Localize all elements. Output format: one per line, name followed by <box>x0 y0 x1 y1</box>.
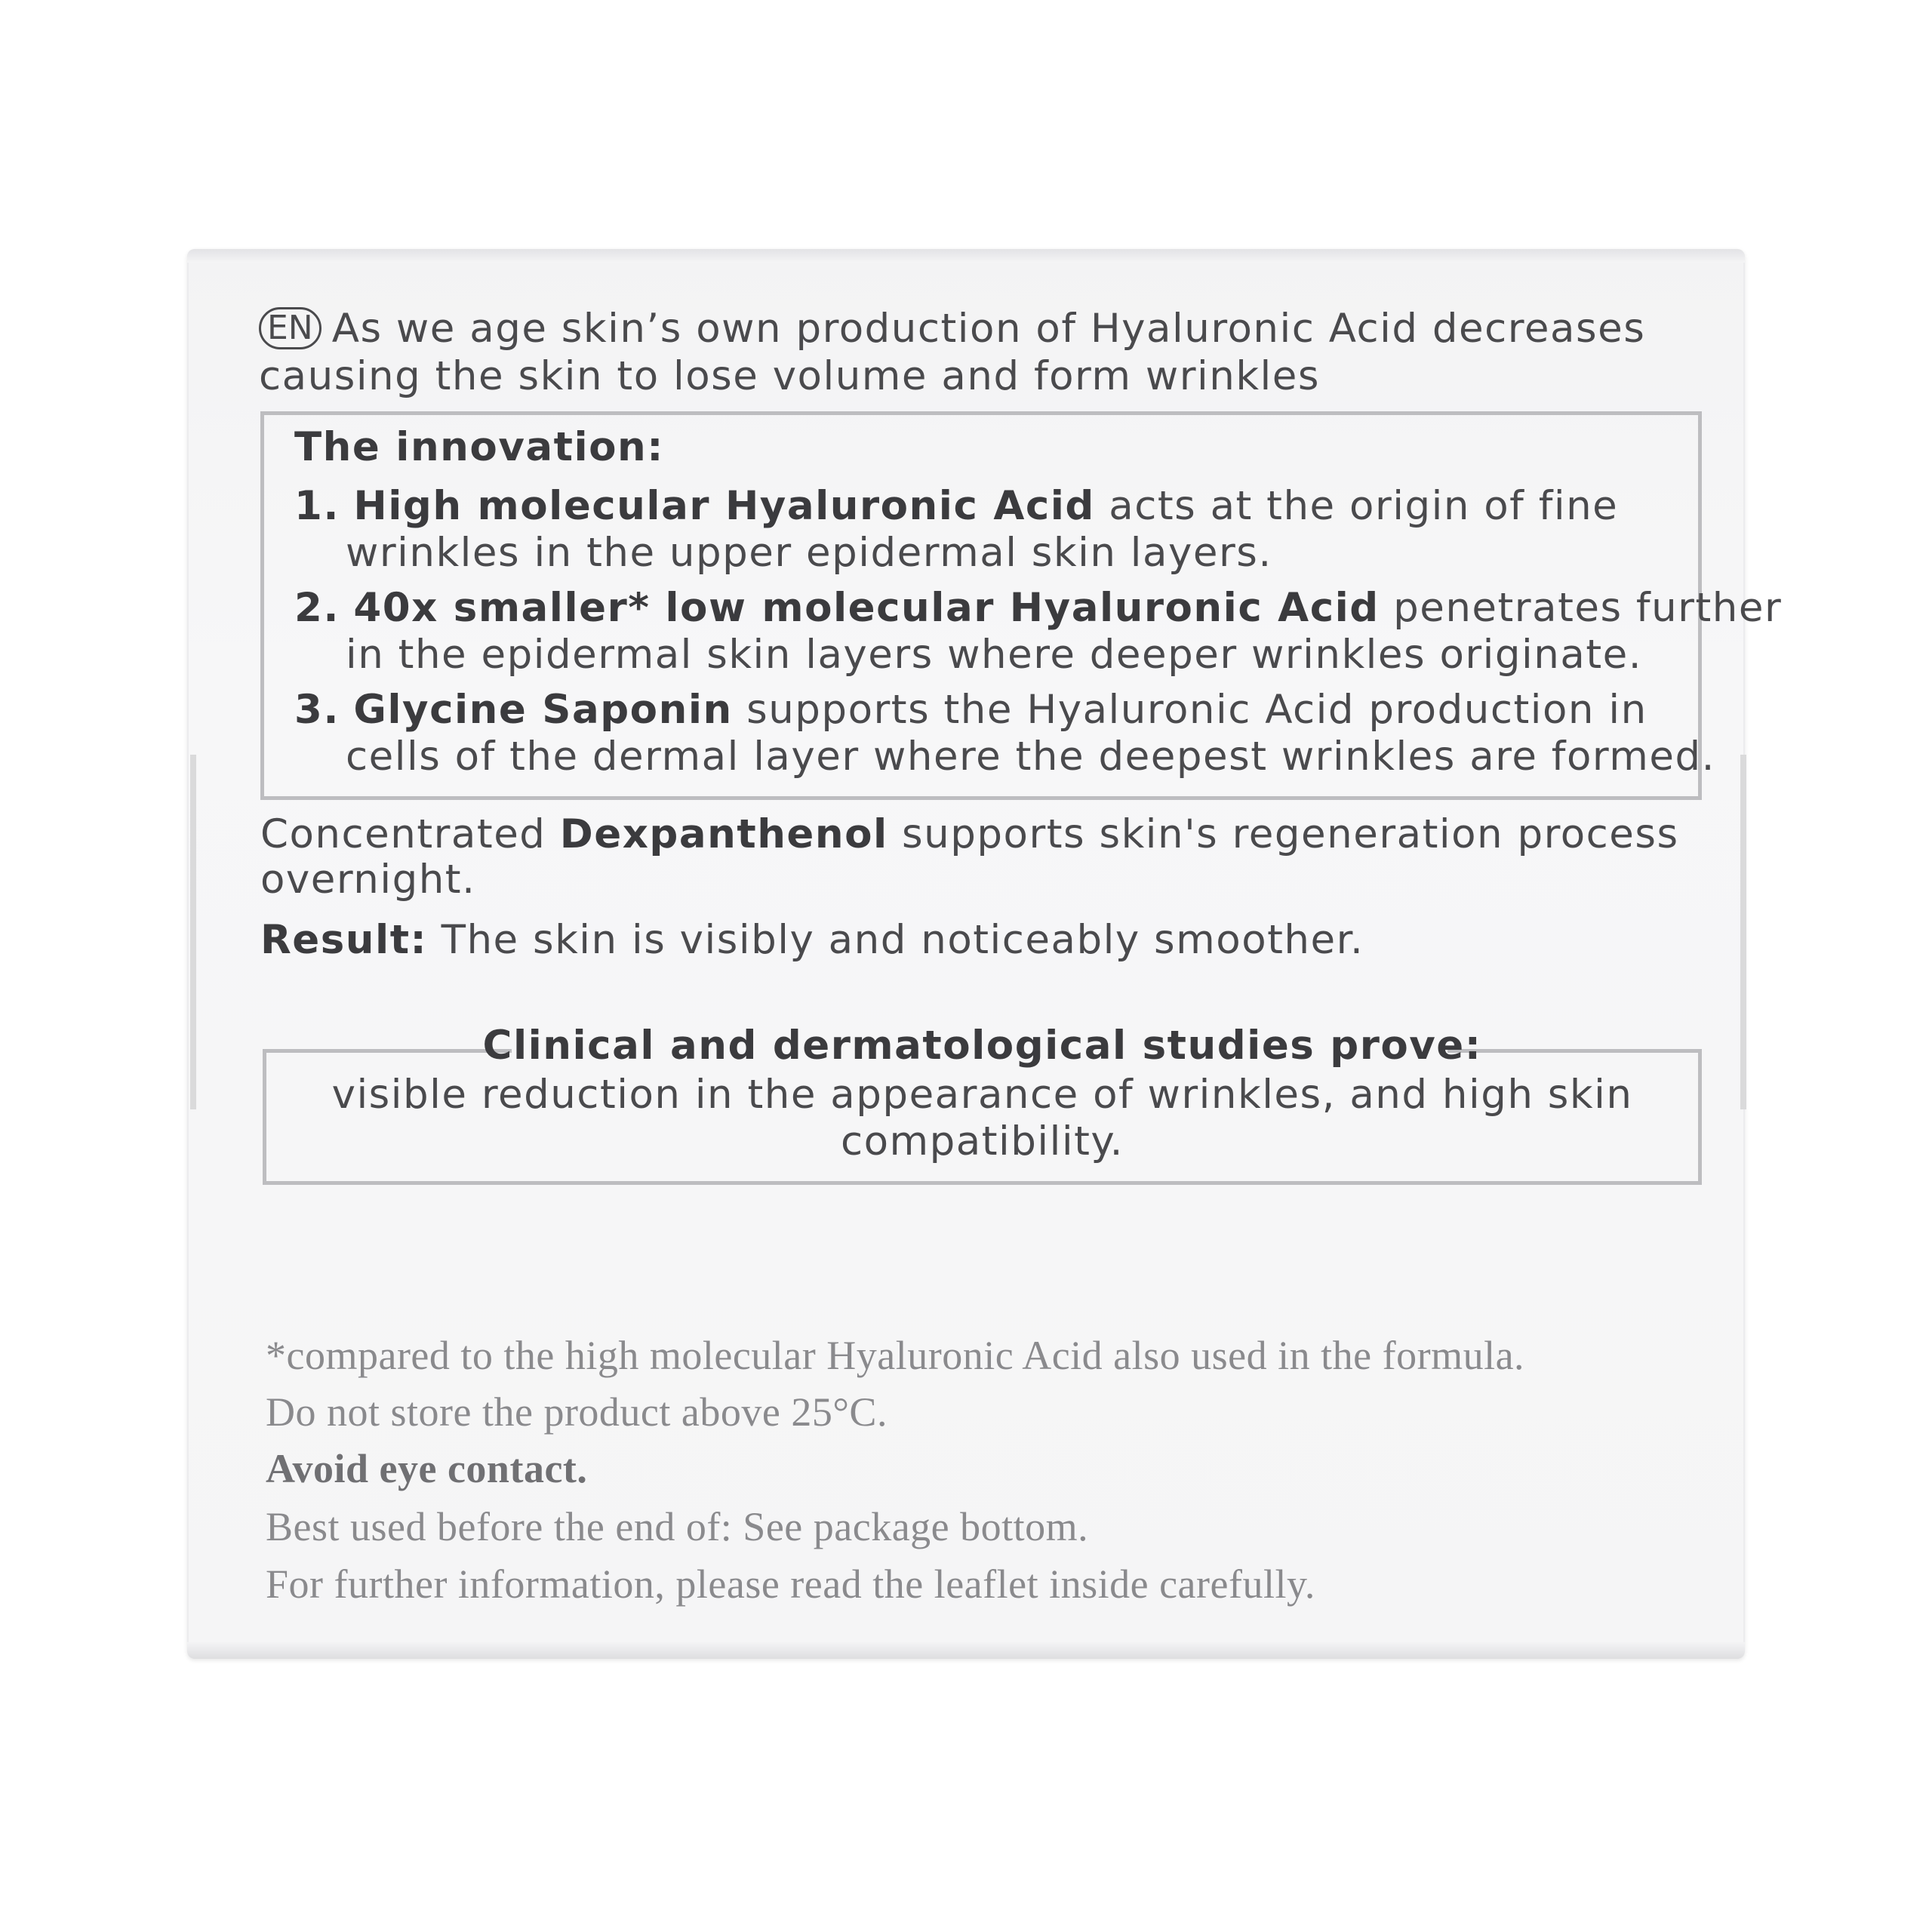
item-text: penetrates further <box>1379 585 1783 631</box>
innovation-item-3 <box>294 687 1647 734</box>
item-bold-text: High molecular Hyaluronic Acid <box>353 483 1095 529</box>
dexpanthenol-pre: Concentrated <box>260 811 560 857</box>
right-side-shading <box>1740 755 1746 1109</box>
item-text: supports the Hyaluronic Acid production in <box>732 687 1647 733</box>
result-text: The skin is visibly and noticeably smoother. <box>427 917 1364 963</box>
footnote: *compared to the high molecular Hyaluronic Acid also used in the formula. <box>266 1333 1525 1378</box>
dexpanthenol-line-2: overnight. <box>260 857 476 903</box>
left-side-shading <box>190 755 196 1109</box>
item-number: 2. <box>294 585 340 631</box>
item-bold-text: Glycine Saponin <box>353 687 733 733</box>
dexpanthenol-line-1 <box>260 811 1679 858</box>
best-before-note: Best used before the end of: See package bottom. <box>266 1504 1089 1549</box>
intro-text-1: As we age skin’s own production of Hyaluronic Acid decreases <box>331 306 1646 352</box>
item-text: acts at the origin of fine <box>1094 483 1619 529</box>
intro-line-1 <box>259 306 1645 352</box>
intro-line-2: causing the skin to lose volume and form wrinkles <box>259 353 1320 399</box>
result-line <box>260 917 1364 964</box>
innovation-item-1 <box>294 483 1618 530</box>
innovation-heading: The innovation: <box>294 424 664 470</box>
innovation-item-2 <box>294 585 1782 632</box>
leaflet-note: For further information, please read the leaflet inside carefully. <box>266 1561 1315 1607</box>
innovation-item-1-line-2: wrinkles in the upper epidermal skin layers. <box>346 530 1272 576</box>
result-label: Result: <box>260 917 428 963</box>
storage-note: Do not store the product above 25°C. <box>266 1389 888 1435</box>
language-badge: EN <box>259 307 321 349</box>
package-bottom-edge <box>187 1642 1745 1659</box>
dexpanthenol-bold: Dexpanthenol <box>559 811 888 857</box>
dexpanthenol-post: supports skin's regeneration process <box>888 811 1679 857</box>
item-bold-text: 40x smaller* low molecular Hyaluronic Acid <box>353 585 1380 631</box>
item-number: 1. <box>294 483 340 529</box>
clinical-line-2: compatibility. <box>840 1118 1124 1164</box>
innovation-item-2-line-2: in the epidermal skin layers where deeper wrinkles originate. <box>346 632 1643 678</box>
package-top-edge <box>187 249 1745 263</box>
item-number: 3. <box>294 687 340 733</box>
innovation-item-3-line-2: cells of the dermal layer where the deepest wrinkles are formed. <box>346 734 1715 780</box>
clinical-line-1: visible reduction in the appearance of wrinkles, and high skin <box>331 1072 1633 1118</box>
warning-note: Avoid eye contact. <box>266 1446 588 1491</box>
clinical-heading: Clinical and dermatological studies prove: <box>482 1023 1482 1069</box>
